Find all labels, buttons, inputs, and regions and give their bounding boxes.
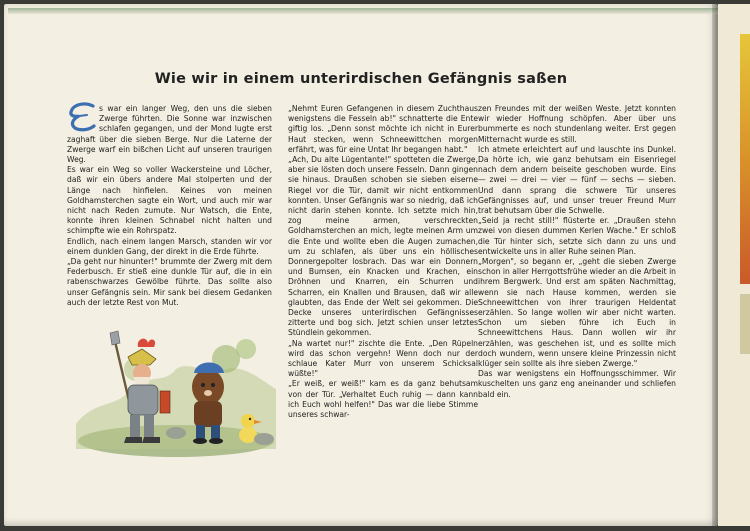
dropcap-e-icon bbox=[67, 104, 97, 130]
paragraph: „Da geht nur hinunter!" brummte der Zwerg mit dem Federbusch. Er stieß eine dunkle Tür auf, die in ein rabenschwarzes Gewölbe führte. Das sollte also unser Gefängnis sein. Mir sank bei diesem Gedanken auch der letzte Rest von Mut. bbox=[67, 257, 272, 307]
next-page-edge bbox=[718, 4, 750, 526]
paragraph: „Morgen", so begann er, „geht die sieben Zwerge schon in aller Herrgottsfrühe wieder an die Arbeit in ihrem Bergwerk. Und erst am späten Nachmittag, wenn sie nach Hause kommen, werden sie Schneewittchen von ihrer traurigen Heldentat erzählen. So lange wollen wir aber nicht warten. Schon um sieben führe ich Euch in Schneewittchens Haus. Dann wollen wir ihr erzählen, was geschehen ist, und es sollte mich doch wundern, wenn unsere kleine Prinzessin nicht klüger sein sollte als ihre sieben Zwerge." bbox=[478, 257, 676, 369]
paragraph: Ich atmete erleichtert auf und lauschte ins Dunkel. Da hörte ich, wie ganz behutsam ein Eisenriegel nach dem andern beiseite geschoben wurde. Eins — zwei — drei — vier — fünf — sechs — sieben. Und dann sprang die schwere Tür unseres Gefängnisses auf, und unser treuer Freund Murr trat behutsam über die Schwelle. bbox=[478, 144, 676, 216]
book-page bbox=[4, 4, 718, 526]
page-title: Wie wir in einem unterirdischen Gefängnis saßen bbox=[154, 71, 568, 87]
paragraph: zen Freundes mit der weißen Weste. Jetzt konnten wir wieder Hoffnung schöpfen. Aber über uns bummerte es noch stundenlang weiter. Erst gegen Mitternacht wurde es still. bbox=[478, 104, 676, 144]
text-column-2 bbox=[288, 104, 478, 420]
paragraph: „Nehmt Euren Gefangenen in diesem Zuchthaus wenigstens die Fesseln ab!" schnatterte die Ente giftig los. „Denn sonst möchte ich nicht in Eurer Haut stecken, wenn Schneewittchen morgen erfährt, was für eine Untat Ihr begangen habt." bbox=[288, 104, 478, 154]
paragraph: Es war ein Weg so voller Wackersteine und Löcher, daß wir ein übers andere Mal stolperten und der Länge nach hinfielen. Keines von meinen Goldhamsterchen sagte ein Wort, und auch mir war nicht nach Reden zumute. Nur Watsch, die Ente, konnte ihren kleinen Schnabel nicht halten und schimpfte wie ein Rohrspatz. bbox=[67, 165, 272, 236]
next-page-illustration-edge bbox=[740, 34, 750, 284]
paragraph: Das war wenigstens ein Hoffnungsschimmer. Wir kuschelten uns ganz eng aneinander und schliefen bald ein. bbox=[478, 369, 676, 399]
paragraph: s war ein langer Weg, den uns die sieben Zwerge führten. Die Sonne war inzwischen schlafen gegangen, und der Mond lugte erst zaghaft über die sieben Berge. Nur die Laterne der Zwerge warf ein bißchen Licht auf unseren traurigen Weg. bbox=[67, 104, 272, 165]
paragraph: „Ach, Du alte Lügentante!" spotteten die Zwerge, aber sie lösten doch unsere Fesseln. Dann gingen sie hinaus. Draußen schoben sie sieben eiserne Riegel vor die Tür, damit wir nicht entkommen konnten. Unser Gefängnis war so niedrig, daß ich nicht darin stehen konnte. Ich setzte mich hin, zog meine armen, verschreckten Goldhamsterchen an mich, legte meinen Arm um die Ente und wollte eben die Augen zumachen, um zu schlafen, als über uns ein höllisches Donnergepolter losbrach. Das war ein Donnern und Bumsen, ein Knacken und Krachen, ein Dröhnen und Knarren, ein Schurren und Scharren, ein Knallen und Brausen, daß wir alle glaubten, das Ende der Welt sei gekommen. Die Decke unseres unterirdischen Gefängnisses zitterte und bog sich. Jetzt schien unser letztes Stündlein gekommen. bbox=[288, 155, 478, 338]
paragraph: „Seid ja recht still!" flüsterte er. „Draußen stehn zwei von diesen dummen Kerlen Wache." Er schloß die Tür hinter sich, setzte sich dann zu uns und entwickelte uns in aller Ruhe seinen Plan. bbox=[478, 216, 676, 256]
paragraph: „Er weiß, er weiß!" kam es da ganz behutsam von der Tür. „Verhaltet Euch ruhig — dann kann ich Euch wohl helfen!" Das war die liebe Stimme unseres schwar- bbox=[288, 379, 478, 420]
dwarves-illustration bbox=[76, 329, 276, 459]
paragraph: Endlich, nach einem langen Marsch, standen wir vor einem dunklen Gang, der direkt in die Erde führte. bbox=[67, 236, 272, 256]
page-top-edge bbox=[8, 8, 722, 14]
text-column-3 bbox=[478, 104, 676, 400]
paragraph: „Na wartet nur!" zischte die Ente. „Den Rüpeln wird das schon vergehn! Wenn doch nur der schlaue Kater Murr von unserem Schicksal wüßte!" bbox=[288, 338, 478, 379]
text-column-1 bbox=[67, 104, 272, 308]
next-page-edge-detail bbox=[740, 294, 750, 354]
